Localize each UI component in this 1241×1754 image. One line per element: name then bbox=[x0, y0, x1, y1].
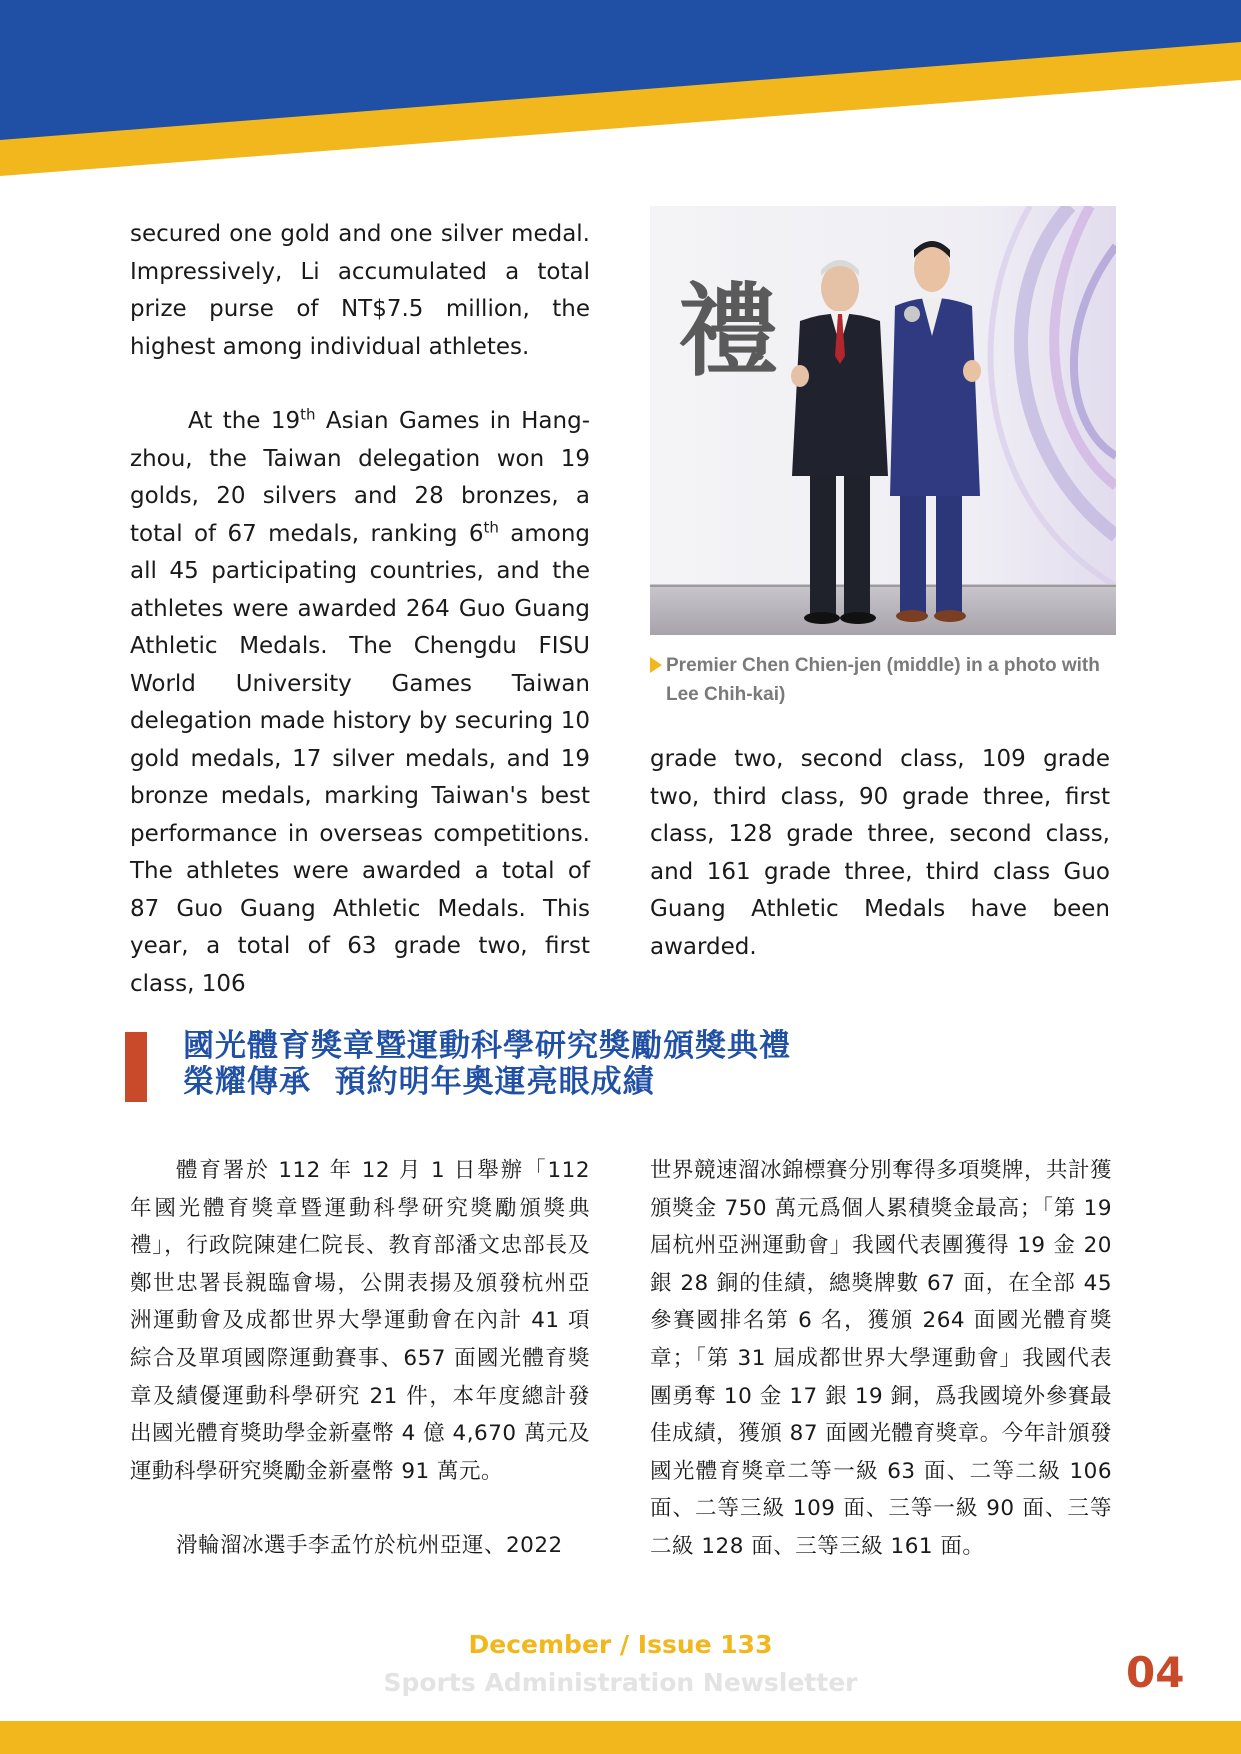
chinese-left-column bbox=[130, 1152, 590, 1565]
paragraph: 滑輪溜冰選手李孟竹於杭州亞運、2022 bbox=[176, 1533, 563, 1559]
left-text-column bbox=[130, 216, 590, 1003]
ceremony-photo bbox=[650, 206, 1116, 635]
svg-text:禮: 禮 bbox=[678, 273, 778, 390]
paragraph: grade two, second class, 109 grade two, third class, 90 grade three, first class, 128 grade three, second class, and 161 grade three, third class Guo Guang Athletic Medals have been awarded. bbox=[650, 746, 1110, 960]
footer-band bbox=[0, 1721, 1241, 1754]
section-title bbox=[183, 1028, 1083, 1100]
caption-text: Premier Chen Chien-jen (middle) in a photo with Lee Chih-kai) bbox=[666, 655, 1100, 705]
paragraph: 世界競速溜冰錦標賽分別奪得多項獎牌，共計獲頒獎金 750 萬元爲個人累積獎金最高；「第 19 屆杭州亞洲運動會」我國代表團獲得 19 金 20 銀 28 銅的佳績，總獎牌數 67 面，在全部 45 參賽國排名第 6 名，獲頒 264 面國光體育獎章；「第 31 屆成都世界大學運動會」我國代表團勇奪 10 金 17 銀 19 銅，爲我國境外參賽最佳成績，獲頒 87 面國光體育獎章。今年計頒發國光體育獎章二等一級 63 面、二等二級 106 面、二等三級 109 面、三等一級 90 面、三等二級 128 面、三等三級 161 面。 bbox=[650, 1158, 1113, 1559]
section-title-line2: 榮耀傳承 預約明年奧運亮眼成績 bbox=[183, 1064, 655, 1100]
footer-publication-name: Sports Administration Newsletter bbox=[383, 1668, 858, 1697]
chinese-right-column bbox=[650, 1152, 1112, 1566]
paragraph: secured one gold and one silver medal. Impressively, Li accumulated a total prize purse of NT$7.5 million, the highest among individual athletes. bbox=[130, 221, 590, 360]
section-title-line1: 國光體育獎章暨運動科學研究獎勵頒獎典禮 bbox=[183, 1028, 791, 1064]
photo-caption bbox=[650, 651, 1120, 709]
paragraph: At the 19th Asian Games in Hangzhou, the Taiwan delegation won 19 golds, 20 silvers and 28 bronzes, a total of 67 medals, ranking 6th among all 45 participating countries, and the athletes were awarded 264 Guo Guang Athletic Medals. The Chengdu FISU World University Games Taiwan delegation made history by securing 10 gold medals, 17 silver medals, and 19 bronze medals, marking Taiwan's best performance in overseas competitions. The athletes were awarded a total of 87 Guo Guang Athletic Medals. This year, a total of 63 grade two, first class, 106 bbox=[130, 405, 591, 997]
paragraph: 體育署於 112 年 12 月 1 日舉辦「112 年國光體育獎章暨運動科學研究獎勵頒獎典禮」，行政院陳建仁院長、教育部潘文忠部長及鄭世忠署長親臨會場，公開表揚及頒發杭州亞洲運動會及成都世界大學運動會在內計 41 項綜合及單項國際運動賽事、657 面國光體育獎章及績優運動科學研究 21 件，本年度總計發出國光體育獎助學金新臺幣 4 億 4,670 萬元及運動科學研究獎勵金新臺幣 91 萬元。 bbox=[130, 1158, 590, 1484]
right-text-column bbox=[650, 741, 1110, 966]
caption-triangle-icon bbox=[650, 657, 662, 673]
header-band bbox=[0, 0, 1241, 190]
section-accent-bar bbox=[125, 1032, 147, 1102]
footer-issue: December / Issue 133 bbox=[468, 1630, 773, 1659]
page-number: 04 bbox=[1126, 1648, 1185, 1697]
